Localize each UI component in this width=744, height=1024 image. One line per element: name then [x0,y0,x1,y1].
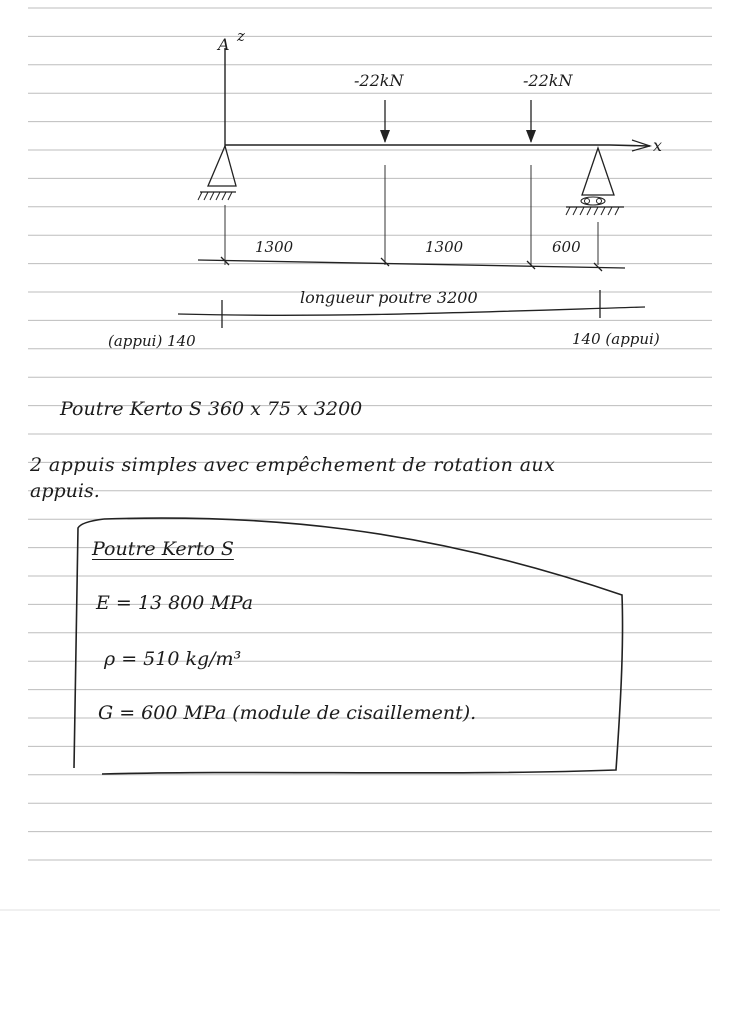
z-axis-label: A [218,35,230,54]
span-3-label: 600 [552,238,581,256]
span-1-label: 1300 [255,238,294,256]
box-title: Poutre Kerto S [92,538,234,560]
x-axis-label: x [653,136,663,155]
support-left-label: (appui) 140 [108,332,196,350]
load-label-right: -22kN [523,71,573,90]
z-axis-letter: z [237,27,245,45]
load-label-left: -22kN [354,71,404,90]
support-right-label: 140 (appui) [572,330,660,348]
beam-spec-line: Poutre Kerto S 360 x 75 x 3200 [60,398,363,420]
supports-line-2: appuis. [30,480,100,502]
span-2-label: 1300 [425,238,464,256]
supports-line-1: 2 appuis simples avec empêchement de rotation aux [30,454,556,476]
box-modulus: E = 13 800 MPa [96,592,254,614]
box-density: ρ = 510 kg/m³ [104,648,242,670]
box-shear: G = 600 MPa (module de cisaillement). [98,702,477,724]
beam-length-label: longueur poutre 3200 [300,288,478,307]
